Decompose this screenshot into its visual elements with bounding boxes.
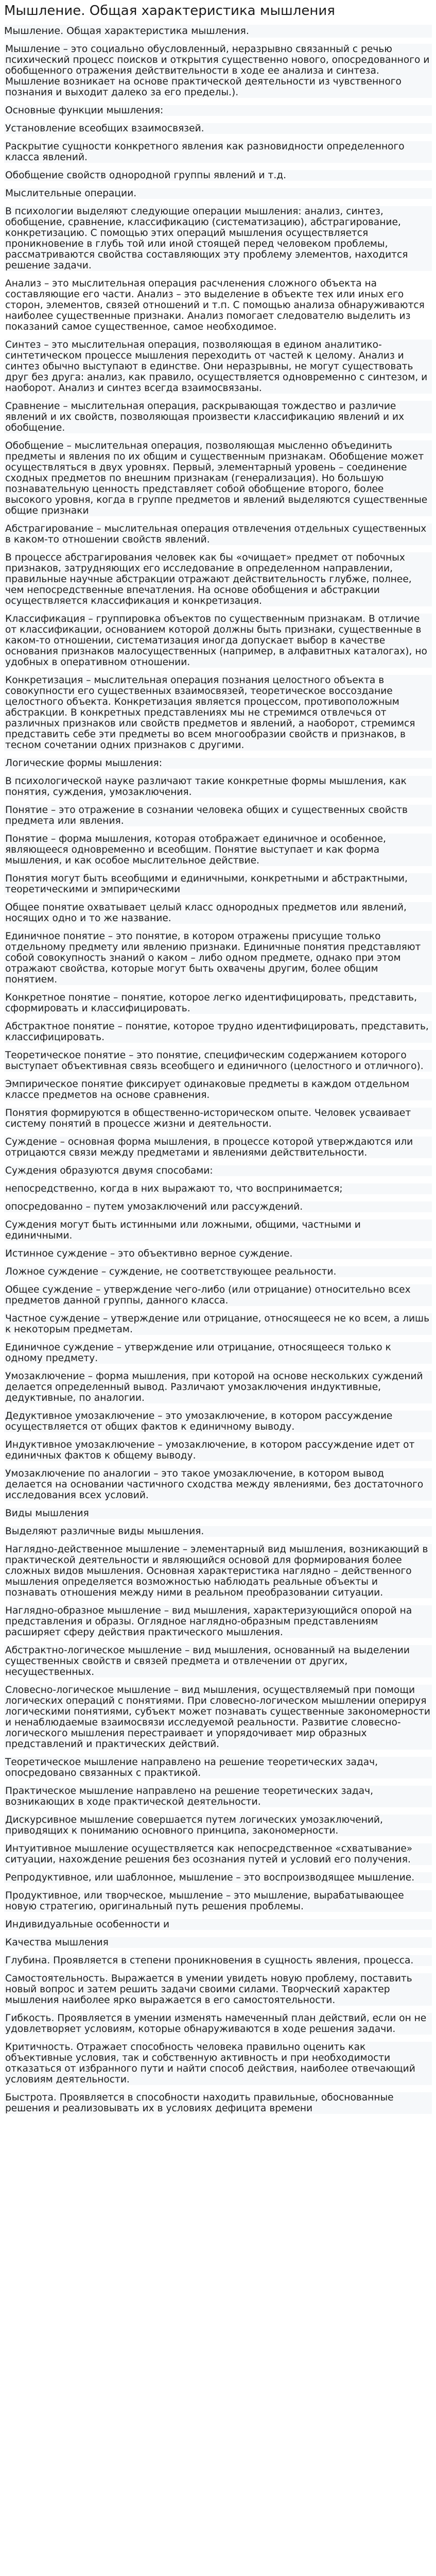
paragraph: Качества мышления: [4, 1937, 432, 1948]
paragraph: Анализ – это мыслительная операция расчленения сложного объекта на составляющие его части. Анализ – это выделение в объекте тех или иных его сторон, элементов, связей отношений и т.п. С помощью анализа обнаруживаются наиболее существенные признаки. Анализ помогает следователю выделить из показаний самое существенное, самое необходимое.: [5, 278, 425, 332]
paragraph: Индивидуальные особенности и: [4, 1919, 432, 1930]
paragraph: Выделяют различные виды мышления.: [4, 1526, 432, 1537]
paragraph: Суждение – основная форма мышления, в процессе которой утверждаются или отрицаются связи между предметами и явлениями действительности.: [4, 1137, 432, 1158]
paragraph: опосредованно – путем умозаключений или рассуждений.: [4, 1201, 432, 1212]
paragraph: Частное суждение – утверждение или отрицание, относящееся не ко всем, а лишь к некоторым предметам.: [4, 1313, 432, 1335]
paragraph: Понятие – форма мышления, которая отображает единичное и особенное, являющееся одновременно и всеобщим. Понятие выступает и как форма мышления, и как особое мыслительное действие.: [4, 834, 432, 866]
paragraph: Абстрактно-логическое мышление – вид мышления, основанный на выделении существенных свойств и связей предмета и отвлечении от других, несущественных.: [4, 1645, 432, 1677]
paragraph: Глубина. Проявляется в степени проникновения в сущность явления, процесса.: [4, 1955, 432, 1966]
paragraph: Практическое мышление направлено на решение теоретических задач, возникающих в ходе практической деятельности.: [4, 1786, 432, 1807]
paragraph: В процессе абстрагирования человек как бы «очищает» предмет от побочных признаков, затрудняющих его исследование в определенном направлении, правильные научные абстракции отражают действительность глубже, полнее, чем непосредственные впечатления. На основе обобщения и абстракции осуществляется классификация и конкретизация.: [4, 552, 432, 606]
paragraph: Мыслительные операции.: [4, 188, 432, 199]
paragraph: Обобщение свойств однородной группы явлений и т.д.: [4, 170, 432, 181]
paragraph: Понятие – это отражение в сознании человека общих и существенных свойств предмета или явления.: [4, 805, 432, 826]
paragraph: Понятия формируются в общественно-историческом опыте. Человек усваивает систему понятий в процессе жизни и деятельности.: [4, 1108, 432, 1129]
paragraph: непосредственно, когда в них выражают то, что воспринимается;: [4, 1183, 432, 1194]
paragraph: Умозаключение по аналогии – это такое умозаключение, в котором вывод делается на основании частичного сходства между явлениями, без достаточного исследования всех условий.: [4, 1468, 432, 1501]
content-list: [4, 44, 432, 2114]
paragraph: Абстрагирование – мыслительная операция отвлечения отдельных существенных в каком-то отношении свойств явлений.: [4, 523, 432, 545]
paragraph: Наглядно-образное мышление – вид мышления, характеризующийся опорой на представления и образы. Оглядное наглядно-образным представлениям расширяет сферу действия практического мышления.: [4, 1605, 432, 1638]
paragraph: Эмпирическое понятие фиксирует одинаковые предметы в каждом отдельном классе предметов на основе сравнения.: [4, 1079, 432, 1100]
paragraph: Единичное суждение – утверждение или отрицание, относящееся только к одному предмету.: [4, 1342, 432, 1364]
paragraph: В психологии выделяют следующие операции мышления: анализ, синтез, обобщение, сравнение, классификацию (систематизацию), абстрагирование, конкретизацию. С помощью этих операций мышления осуществляется проникновение в глубь той или иной стоящей перед человеком проблемы, рассматриваются свойства составляющих эту проблему элементов, находится решение задачи.: [4, 206, 432, 271]
paragraph: Дедуктивное умозаключение – это умозаключение, в котором рассуждение осуществляется от общих фактов к единичному выводу.: [4, 1411, 432, 1432]
paragraph: Раскрытие сущности конкретного явления как разновидности определенного класса явлений.: [4, 141, 432, 163]
paragraph: Репродуктивное, или шаблонное, мышление – это воспроизводящее мышление.: [4, 1872, 432, 1883]
paragraph: Абстрактное понятие – понятие, которое трудно идентифицировать, представить, классифицировать.: [4, 1021, 432, 1043]
paragraph: Гибкость. Проявляется в умении изменять намеченный план действий, если он не удовлетворяет условиям, которые обнаруживаются в ходе решения задачи.: [4, 2013, 432, 2035]
paragraph: Синтез – это мыслительная операция, позволяющая в едином аналитико-синтетическом процессе мышления переходить от частей к целому. Анализ и синтез обычно выступают в единстве. Они неразрывны, не могут существовать друг без друга: анализ, как правило, осуществляется одновременно с синтезом, и наоборот. Анализ и синтез всегда взаимосвязаны.: [4, 340, 432, 394]
paragraph: Продуктивное, или творческое, мышление – это мышление, вырабатывающее новую стратегию, оригинальный путь решения проблемы.: [4, 1890, 432, 1912]
paragraph: Установление всеобщих взаимосвязей.: [4, 123, 432, 134]
paragraph: Понятия могут быть всеобщими и единичными, конкретными и абстрактными, теоретическими и эмпирическими: [4, 873, 432, 895]
paragraph: Конкретизация – мыслительная операция познания целостного объекта в совокупности его существенных взаимосвязей, теоретическое воссоздание целостного объекта. Конкретизация является процессом, противоположным абстракции. В конкретных представлениях мы не стремимся отвлечься от различных признаков или свойств предметов и явлений, а наоборот, стремимся представить себе эти предметы во всем многообразии свойств и признаков, в тесном сочетании одних признаков с другими.: [4, 675, 432, 751]
paragraph: Ложное суждение – суждение, не соответствующее реальности.: [4, 1266, 432, 1277]
paragraph: Критичность. Отражает способность человека правильно оценить как объективные условия, так и собственную активность и при необходимости отказаться от избранного пути и найти способ действия, наиболее отвечающий условиям деятельности.: [4, 2042, 432, 2085]
paragraph: Основные функции мышления:: [4, 105, 432, 116]
paragraph: Конкретное понятие – понятие, которое легко идентифицировать, представить, сформировать и классифицировать.: [4, 992, 432, 1014]
paragraph: Истинное суждение – это объективно верное суждение.: [4, 1248, 432, 1259]
paragraph: Словесно-логическое мышление – вид мышления, осуществляемый при помощи логических операций с понятиями. При словесно-логическом мышлении оперируя логическими понятиями, субъект может познавать существенные закономерности и ненаблюдаемые взаимосвязи исследуемой реальности. Развитие словесно-логического мышления перестраивает и упорядочивает мир образных представлений и практических действий.: [4, 1685, 432, 1750]
paragraph: Мышление – это социально обусловленный, неразрывно связанный с речью психический процесс поисков и открытия существенно нового, опосредованного и обобщенного отражения действительности в ходе ее анализа и синтеза. Мышление возникает на основе практической деятельности из чувственного познания и выходит далеко за его пределы.).: [4, 44, 432, 98]
paragraph: Теоретическое понятие – это понятие, специфическим содержанием которого выступает объективная связь всеобщего и единичного (целостного и отличного).: [4, 1050, 432, 1072]
paragraph: Индуктивное умозаключение – умозаключение, в котором рассуждение идет от единичных фактов к общему выводу.: [4, 1439, 432, 1461]
paragraph: Суждения образуются двумя способами:: [4, 1165, 432, 1176]
paragraph: Классификация – группировка объектов по существенным признакам. В отличие от классификации, основанием которой должны быть признаки, существенные в каком-то отношении, систематизация иногда допускает выбор в качестве основания признаков малосущественных (например, в алфавитных каталогах), но удобных в оперативном отношении.: [4, 614, 432, 668]
paragraph: Интуитивное мышление осуществляется как непосредственное «схватывание» ситуации, нахождение решения без осознания путей и условий его получения.: [4, 1843, 432, 1865]
paragraph: Теоретическое мышление направлено на решение теоретических задач, опосредовано связанных с практикой.: [4, 1757, 432, 1778]
paragraph: Виды мышления: [4, 1508, 432, 1519]
paragraph: Общее понятие охватывает целый класс однородных предметов или явлений, носящих одно и то же название.: [4, 902, 432, 924]
paragraph: Быстрота. Проявляется в способности находить правильные, обоснованные решения и реализовывать их в условиях дефицита времени: [4, 2092, 432, 2114]
paragraph: Единичное понятие – это понятие, в котором отражены присущие только отдельному предмету или явлению признаки. Единичные понятия представляют собой совокупность знаний о каком – либо одном предмете, однако при этом отражают свойства, которые могут быть охвачены другим, более общим понятием.: [4, 931, 432, 985]
paragraph: Суждения могут быть истинными или ложными, общими, частными и единичными.: [4, 1219, 432, 1241]
page-title: Мышление. Общая характеристика мышления: [4, 3, 335, 19]
paragraph: Наглядно-действенное мышление – элементарный вид мышления, возникающий в практической деятельности и являющийся основой для формирования более сложных видов мышления. Основная характеристика наглядно – действенного мышления определяется возможностью наблюдать реальные объекты и познавать отношения между ними в реальном преобразовании ситуации.: [4, 1544, 432, 1598]
paragraph: Умозаключение – форма мышления, при которой на основе нескольких суждений делается определенный вывод. Различают умозаключения индуктивные, дедуктивные, по аналогии.: [4, 1371, 432, 1403]
paragraph: Общее суждение – утверждение чего-либо (или отрицание) относительно всех предметов данной группы, данного класса.: [4, 1284, 432, 1306]
paragraph: Обобщение – мыслительная операция, позволяющая мысленно объединить предметы и явления по их общим и существенным признакам. Обобщение может осуществляться в двух уровнях. Первый, элементарный уровень – соединение сходных предметов по внешним признакам (генерализация). Но большую познавательную ценность представляет собой обобщение второго, более высокого уровня, когда в группе предметов и явлений выделяются существенные общие признаки: [4, 440, 432, 516]
paragraph: Дискурсивное мышление совершается путем логических умозаключений, приводящих к пониманию основного принципа, закономерности.: [4, 1815, 432, 1836]
document-subtitle: Мышление. Общая характеристика мышления.: [4, 25, 432, 38]
paragraph: В психологической науке различают такие конкретные формы мышления, как понятия, суждения, умозаключения.: [4, 776, 432, 798]
paragraph: Самостоятельность. Выражается в умении увидеть новую проблему, поставить новый вопрос и затем решить задачи своими силами. Творческий характер мышления наиболее ярко выражается в его самостоятельности.: [4, 1973, 432, 2006]
paragraph: Логические формы мышления:: [4, 758, 432, 769]
paragraph: Сравнение – мыслительная операция, раскрывающая тождество и различие явлений и их свойств, позволяющая произвести классификацию явлений и их обобщение.: [4, 401, 432, 433]
